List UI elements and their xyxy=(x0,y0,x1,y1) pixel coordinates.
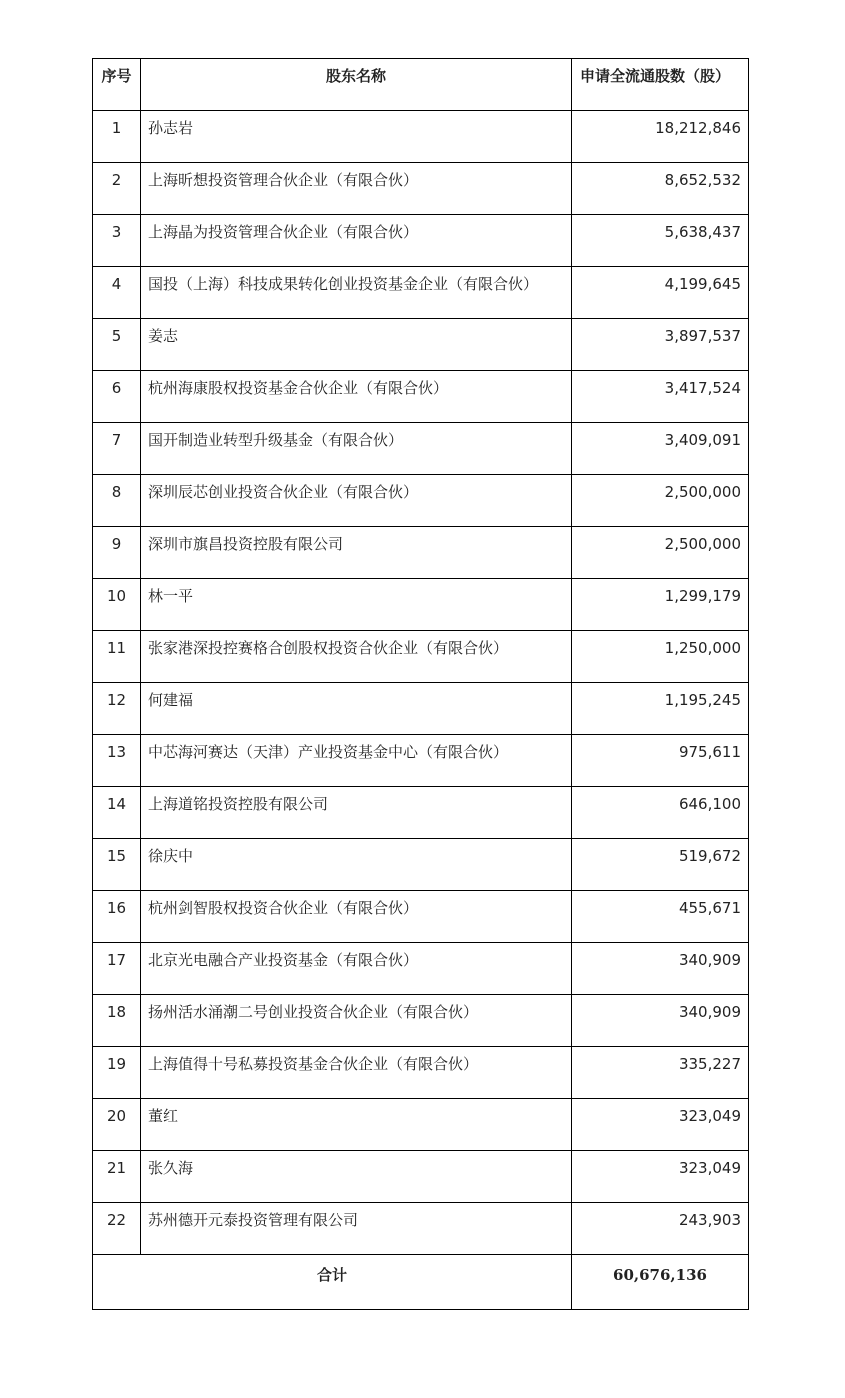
row-index: 7 xyxy=(93,423,141,475)
table-row xyxy=(93,787,749,839)
row-index: 2 xyxy=(93,163,141,215)
table-footer xyxy=(93,1255,749,1310)
share-count: 2,500,000 xyxy=(572,475,749,527)
row-index: 10 xyxy=(93,579,141,631)
table-row xyxy=(93,1151,749,1203)
table-row xyxy=(93,735,749,787)
table-row xyxy=(93,943,749,995)
shareholder-name: 上海晶为投资管理合伙企业（有限合伙） xyxy=(141,215,572,267)
share-count: 4,199,645 xyxy=(572,267,749,319)
table-row xyxy=(93,631,749,683)
row-index: 11 xyxy=(93,631,141,683)
share-count: 323,049 xyxy=(572,1099,749,1151)
table-row xyxy=(93,111,749,163)
shareholder-table xyxy=(92,58,749,1310)
share-count: 1,195,245 xyxy=(572,683,749,735)
shareholder-name: 董红 xyxy=(141,1099,572,1151)
shareholder-name: 中芯海河赛达（天津）产业投资基金中心（有限合伙） xyxy=(141,735,572,787)
table-row xyxy=(93,839,749,891)
shareholder-name: 林一平 xyxy=(141,579,572,631)
table-row xyxy=(93,527,749,579)
shareholder-name: 姜志 xyxy=(141,319,572,371)
share-count: 8,652,532 xyxy=(572,163,749,215)
row-index: 8 xyxy=(93,475,141,527)
row-index: 19 xyxy=(93,1047,141,1099)
total-share-count: 60,676,136 xyxy=(572,1255,749,1310)
header-row xyxy=(93,59,749,111)
row-index: 6 xyxy=(93,371,141,423)
table-row xyxy=(93,579,749,631)
shareholder-name: 孙志岩 xyxy=(141,111,572,163)
row-index: 15 xyxy=(93,839,141,891)
header-index: 序号 xyxy=(93,59,141,111)
row-index: 14 xyxy=(93,787,141,839)
row-index: 9 xyxy=(93,527,141,579)
shareholder-name: 上海值得十号私募投资基金合伙企业（有限合伙） xyxy=(141,1047,572,1099)
shareholder-name: 北京光电融合产业投资基金（有限合伙） xyxy=(141,943,572,995)
table-row xyxy=(93,1203,749,1255)
table-row xyxy=(93,995,749,1047)
table-header xyxy=(93,59,749,111)
row-index: 20 xyxy=(93,1099,141,1151)
share-count: 3,409,091 xyxy=(572,423,749,475)
table-row xyxy=(93,1099,749,1151)
shareholder-name: 何建福 xyxy=(141,683,572,735)
share-count: 3,417,524 xyxy=(572,371,749,423)
shareholder-name: 杭州剑智股权投资合伙企业（有限合伙） xyxy=(141,891,572,943)
row-index: 18 xyxy=(93,995,141,1047)
share-count: 646,100 xyxy=(572,787,749,839)
shareholder-name: 扬州活水涌潮二号创业投资合伙企业（有限合伙） xyxy=(141,995,572,1047)
table-row xyxy=(93,267,749,319)
table-row xyxy=(93,683,749,735)
share-count: 519,672 xyxy=(572,839,749,891)
row-index: 1 xyxy=(93,111,141,163)
share-count: 335,227 xyxy=(572,1047,749,1099)
row-index: 22 xyxy=(93,1203,141,1255)
share-count: 323,049 xyxy=(572,1151,749,1203)
row-index: 16 xyxy=(93,891,141,943)
share-count: 243,903 xyxy=(572,1203,749,1255)
total-row xyxy=(93,1255,749,1310)
row-index: 13 xyxy=(93,735,141,787)
header-shareholder-name: 股东名称 xyxy=(141,59,572,111)
shareholder-name: 深圳辰芯创业投资合伙企业（有限合伙） xyxy=(141,475,572,527)
table-row xyxy=(93,1047,749,1099)
row-index: 5 xyxy=(93,319,141,371)
table-row xyxy=(93,423,749,475)
shareholder-name: 国开制造业转型升级基金（有限合伙） xyxy=(141,423,572,475)
table-row xyxy=(93,475,749,527)
shareholder-name: 杭州海康股权投资基金合伙企业（有限合伙） xyxy=(141,371,572,423)
share-count: 3,897,537 xyxy=(572,319,749,371)
row-index: 3 xyxy=(93,215,141,267)
row-index: 21 xyxy=(93,1151,141,1203)
row-index: 17 xyxy=(93,943,141,995)
share-count: 2,500,000 xyxy=(572,527,749,579)
row-index: 4 xyxy=(93,267,141,319)
shareholder-name: 张久海 xyxy=(141,1151,572,1203)
table-body xyxy=(93,111,749,1255)
row-index: 12 xyxy=(93,683,141,735)
shareholder-name: 上海道铭投资控股有限公司 xyxy=(141,787,572,839)
table-row xyxy=(93,215,749,267)
share-count: 340,909 xyxy=(572,943,749,995)
share-count: 340,909 xyxy=(572,995,749,1047)
share-count: 1,250,000 xyxy=(572,631,749,683)
table-row xyxy=(93,319,749,371)
total-label: 合计 xyxy=(93,1255,572,1310)
share-count: 1,299,179 xyxy=(572,579,749,631)
shareholder-name: 徐庆中 xyxy=(141,839,572,891)
shareholder-name: 国投（上海）科技成果转化创业投资基金企业（有限合伙） xyxy=(141,267,572,319)
share-count: 975,611 xyxy=(572,735,749,787)
share-count: 18,212,846 xyxy=(572,111,749,163)
share-count: 455,671 xyxy=(572,891,749,943)
share-count: 5,638,437 xyxy=(572,215,749,267)
header-share-count: 申请全流通股数（股） xyxy=(572,59,749,111)
table-row xyxy=(93,371,749,423)
shareholder-name: 深圳市旗昌投资控股有限公司 xyxy=(141,527,572,579)
table-row xyxy=(93,163,749,215)
table-row xyxy=(93,891,749,943)
shareholder-name: 苏州德开元泰投资管理有限公司 xyxy=(141,1203,572,1255)
shareholder-name: 上海昕想投资管理合伙企业（有限合伙） xyxy=(141,163,572,215)
shareholder-name: 张家港深投控赛格合创股权投资合伙企业（有限合伙） xyxy=(141,631,572,683)
